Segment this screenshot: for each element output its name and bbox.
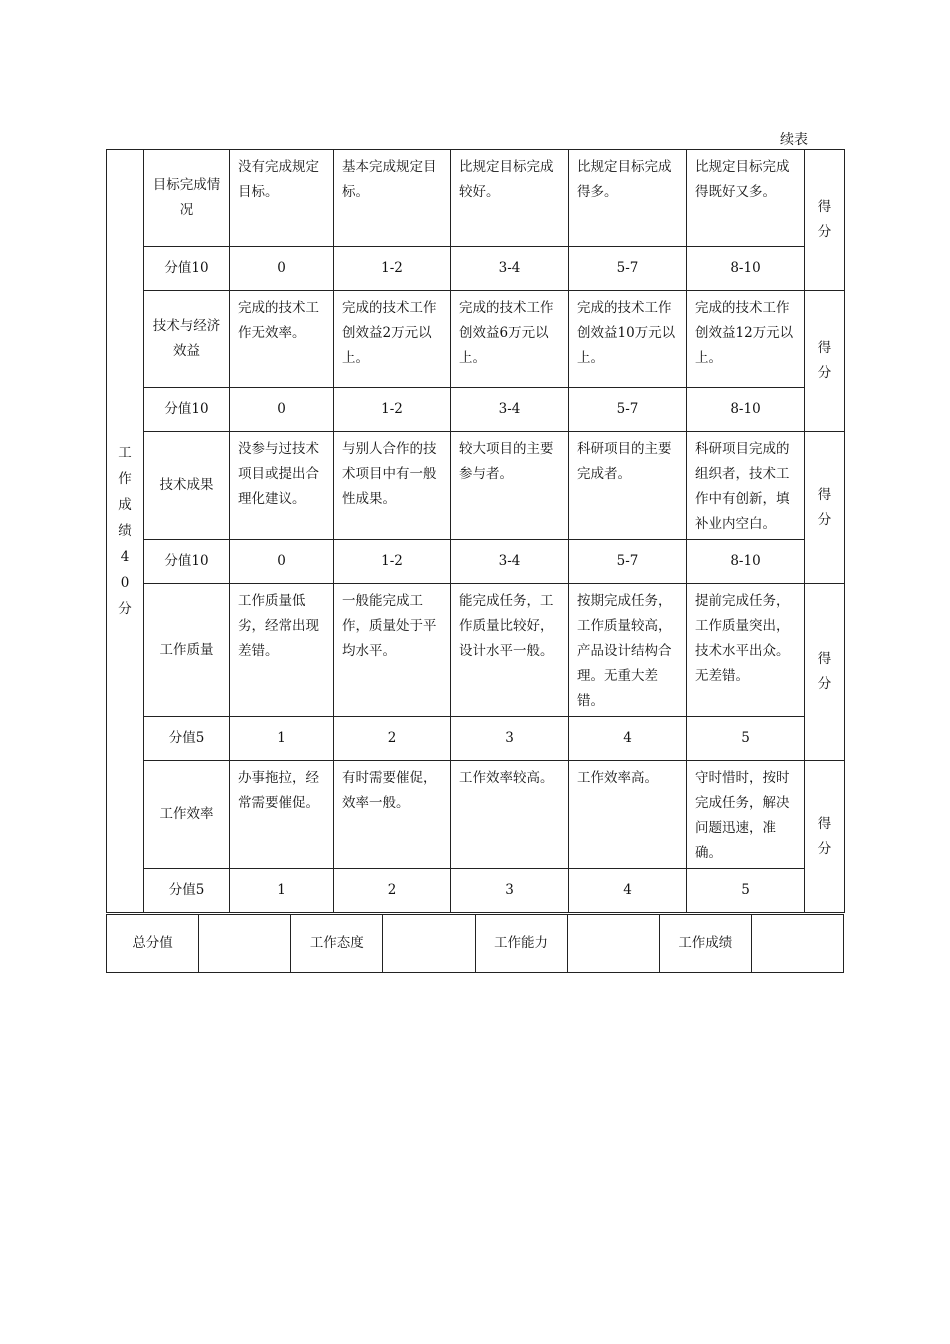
score-range-row (107, 247, 845, 291)
score-range: 1 (230, 869, 334, 913)
score-range: 1-2 (334, 247, 451, 291)
attitude-value[interactable] (383, 915, 475, 973)
level-description: 按期完成任务，工作质量较高，产品设计结构合理。无重大差错。 (569, 584, 687, 717)
score-range: 2 (334, 717, 451, 761)
level-description: 完成的技术工作创效益6万元以上。 (451, 291, 569, 388)
score-range: 5-7 (569, 388, 687, 432)
evaluation-table-body (107, 150, 845, 913)
score-range-label: 分值10 (144, 540, 230, 584)
score-cell-label: 得分 (817, 651, 832, 692)
criteria-row (107, 584, 845, 717)
score-range: 8-10 (687, 247, 805, 291)
criteria-row (107, 291, 845, 388)
level-description: 与别人合作的技术项目中有一般性成果。 (334, 432, 451, 540)
level-description: 提前完成任务，工作质量突出，技术水平出众。无差错。 (687, 584, 805, 717)
level-description: 科研项目完成的组织者，技术工作中有创新，填补业内空白。 (687, 432, 805, 540)
section-label: 工作成绩40分 (118, 445, 132, 617)
score-cell[interactable] (805, 584, 845, 761)
score-cell-label: 得分 (817, 815, 832, 857)
score-range-row (107, 869, 845, 913)
total-score-label: 总分值 (107, 915, 199, 973)
score-range: 3-4 (451, 388, 569, 432)
score-range-row (107, 717, 845, 761)
level-description: 工作质量低劣，经常出现差错。 (230, 584, 334, 717)
level-description: 完成的技术工作创效益2万元以上。 (334, 291, 451, 388)
totals-row (107, 915, 844, 973)
level-description: 完成的技术工作无效率。 (230, 291, 334, 388)
category-name: 技术成果 (144, 432, 230, 540)
score-range-label: 分值5 (144, 717, 230, 761)
score-range-label: 分值10 (144, 247, 230, 291)
level-description: 工作效率高。 (569, 761, 687, 869)
criteria-row (107, 761, 845, 869)
level-description: 基本完成规定目标。 (334, 150, 451, 247)
level-description: 守时惜时，按时完成任务，解决问题迅速，准确。 (687, 761, 805, 869)
score-range: 1-2 (334, 388, 451, 432)
score-range-row (107, 540, 845, 584)
performance-value[interactable] (751, 915, 843, 973)
score-cell[interactable] (805, 761, 845, 913)
level-description: 办事拖拉，经常需要催促。 (230, 761, 334, 869)
score-range: 3-4 (451, 540, 569, 584)
score-range-row (107, 388, 845, 432)
score-range: 3 (451, 717, 569, 761)
category-name: 工作质量 (144, 584, 230, 717)
score-range: 8-10 (687, 388, 805, 432)
level-description: 工作效率较高。 (451, 761, 569, 869)
score-cell[interactable] (805, 291, 845, 432)
level-description: 比规定目标完成较好。 (451, 150, 569, 247)
score-range: 1-2 (334, 540, 451, 584)
score-range: 2 (334, 869, 451, 913)
level-description: 有时需要催促，效率一般。 (334, 761, 451, 869)
continued-label: 续表 (780, 132, 808, 148)
category-name: 技术与经济效益 (144, 291, 230, 388)
score-cell-label: 得分 (817, 199, 832, 240)
category-name: 目标完成情况 (144, 150, 230, 247)
ability-label: 工作能力 (475, 915, 567, 973)
total-score-value[interactable] (199, 915, 291, 973)
score-range: 4 (569, 717, 687, 761)
performance-label: 工作成绩 (659, 915, 751, 973)
section-label-cell (107, 150, 144, 913)
ability-value[interactable] (567, 915, 659, 973)
score-range: 5-7 (569, 247, 687, 291)
score-range-label: 分值10 (144, 388, 230, 432)
totals-table (106, 914, 844, 973)
score-range: 4 (569, 869, 687, 913)
score-range: 5 (687, 717, 805, 761)
score-range-label: 分值5 (144, 869, 230, 913)
level-description: 比规定目标完成得既好又多。 (687, 150, 805, 247)
score-range: 8-10 (687, 540, 805, 584)
score-range: 1 (230, 717, 334, 761)
level-description: 没参与过技术项目或提出合理化建议。 (230, 432, 334, 540)
level-description: 科研项目的主要完成者。 (569, 432, 687, 540)
category-name: 工作效率 (144, 761, 230, 869)
score-range: 0 (230, 247, 334, 291)
evaluation-table (106, 149, 845, 913)
score-range: 0 (230, 388, 334, 432)
score-range: 5-7 (569, 540, 687, 584)
level-description: 没有完成规定目标。 (230, 150, 334, 247)
score-range: 3 (451, 869, 569, 913)
attitude-label: 工作态度 (291, 915, 383, 973)
score-cell[interactable] (805, 150, 845, 291)
score-cell-label: 得分 (817, 340, 832, 381)
level-description: 一般能完成工作，质量处于平均水平。 (334, 584, 451, 717)
score-cell[interactable] (805, 432, 845, 584)
level-description: 比规定目标完成得多。 (569, 150, 687, 247)
score-range: 5 (687, 869, 805, 913)
level-description: 能完成任务，工作质量比较好，设计水平一般。 (451, 584, 569, 717)
criteria-row (107, 150, 845, 247)
level-description: 较大项目的主要参与者。 (451, 432, 569, 540)
level-description: 完成的技术工作创效益10万元以上。 (569, 291, 687, 388)
score-range: 3-4 (451, 247, 569, 291)
criteria-row (107, 432, 845, 540)
level-description: 完成的技术工作创效益12万元以上。 (687, 291, 805, 388)
score-cell-label: 得分 (817, 486, 832, 528)
score-range: 0 (230, 540, 334, 584)
